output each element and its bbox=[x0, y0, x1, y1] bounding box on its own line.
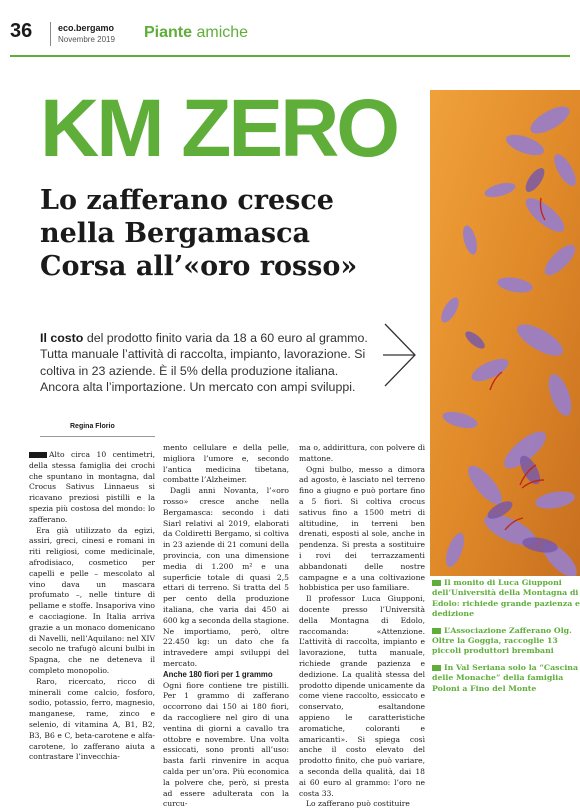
body-column-2 bbox=[163, 443, 289, 810]
article-headline bbox=[40, 184, 430, 283]
caption-text: Il monito di Luca Giupponi dell’Università della Montagna di Edolo: richiede grande pazienza e dedizione bbox=[432, 578, 580, 619]
byline: Regina Florio bbox=[70, 423, 115, 430]
section-title-bold: Piante bbox=[144, 24, 193, 41]
saffron-photo bbox=[430, 90, 580, 576]
header-rule bbox=[10, 55, 570, 57]
caption-item bbox=[432, 578, 580, 620]
paragraph: Ogni fiore contiene tre pistilli. Per 1 grammo di zafferano occorrono dai 150 ai 180 fiori, da raccogliere nel giro di una ventina di giorni a cavallo tra ottobre e novembre. Una volta essiccati, sono pronti all’uso: basta farli rinvenire in acqua calda per un’ora. Più economica la polvere che, però, si presta ad essere adulterata con la curcu- bbox=[163, 680, 289, 809]
paragraph: mento cellulare e della pelle, migliora l’umore e, secondo l’antica medicina tibetana, combatte l’Alzheimer. bbox=[163, 443, 289, 485]
article-kicker: KM ZERO bbox=[40, 83, 398, 174]
paragraph: Raro, ricercato, ricco di minerali come calcio, fosforo, sodio, potassio, ferro, magnesio, manganese, rame, zinco e selenio, di vitamina A, B1, B2, B3, B6 e C, beta-carotene e alfa-carotene, lo zafferano aiuta a contrastare l’invecchia- bbox=[29, 676, 155, 762]
caption-text: L’Associazione Zafferano Olg. Oltre la Goggia, raccoglie 13 piccoli produttori brembani bbox=[432, 625, 572, 656]
caption-item bbox=[432, 663, 580, 694]
caption-item bbox=[432, 626, 580, 657]
paragraph: Ogni bulbo, messo a dimora ad agosto, è lasciato nel terreno fino a giugno e può portare fino a 5 fiori. Si coltiva crocus sativus fino a 1500 metri di altitudine, in terreni ben drenati, esposti al sole, anche in pendenza. Si presta a sostituire i rovi dei terrazzamenti abbandonati delle nostre campagne e a una coltivazione hobbistica per uso familiare. bbox=[299, 464, 425, 593]
summary-lead: Il costo bbox=[40, 331, 84, 345]
publication-date: Novembre 2019 bbox=[58, 35, 115, 44]
headline-line: Corsa all’«oro rosso» bbox=[40, 251, 358, 282]
caption-marker bbox=[432, 628, 441, 634]
paragraph bbox=[29, 450, 155, 526]
section-title-light: amiche bbox=[196, 24, 249, 41]
body-column-3 bbox=[299, 443, 425, 810]
headline-line: nella Bergamasca bbox=[40, 218, 311, 249]
paragraph: Era già utilizzato da egizi, assiri, greci, cinesi e romani in riti religiosi, come medicinale, afrodisiaco, cosmetico per capelli e pelle – mescolato al vino dava un mascara profumato –, nelle tinture di pellame e stoffe. Insaporiva vino e cacciagione. In Italia arriva grazie a un monaco domenicano di Navelli, nell’Aquilano: nel XIV secolo ne trafugò alcuni bulbi in Spagna, che ne deteneva il completo monopolio. bbox=[29, 525, 155, 675]
page-header bbox=[0, 0, 580, 60]
caption-text: In Val Seriana solo la “Cascina delle Monache” della famiglia Poloni a Fino del Monte bbox=[432, 662, 578, 693]
paragraph: ma o, addirittura, con polvere di mattone. bbox=[299, 443, 425, 463]
article-summary bbox=[40, 330, 380, 396]
saffron-photo-illustration bbox=[430, 90, 580, 576]
paragraph: Lo zafferano può costituire bbox=[306, 799, 410, 809]
paragraph-text: Alto circa 10 centimetri, della stessa famiglia dei crochi che spuntano in montagna, dal Crocus Sativus Linnaeus si ricavano preziosi pistilli e la spezia più costosa del mondo: lo zafferano. bbox=[29, 450, 155, 524]
section-title bbox=[144, 24, 248, 42]
header-divider bbox=[50, 22, 51, 46]
lead-marker bbox=[29, 452, 47, 458]
page-number: 36 bbox=[10, 20, 33, 42]
summary-text: del prodotto finito varia da 18 a 60 euro al grammo. Tutta manuale l’attività di raccolta, impianto, lavorazione. Si coltiva in 23 aziende. È il 5% della produzione italiana. Ancora alta l’importazione. Un mercato con ampi sviluppi. bbox=[40, 331, 368, 395]
paragraph: Il professor Luca Giupponi, docente presso l’Università della Montagna di Edolo, raccomanda: «Attenzione. L’attività di raccolta, impianto e lavorazione, tutta manuale, richiede grande pazienza e dedizione. La qualità stessa del prodotto dipende unicamente da come viene raccolto, essiccato e conservato, esaltandone appieno le caratteristiche aromatiche, coloranti e amaricanti». Si spiega così anche il costo elevato del prodotto finito, che può variare, a seconda della qualità, dai 18 ai 60 euro al grammo: l’oro ne costa 33. bbox=[299, 594, 425, 798]
photo-captions bbox=[432, 578, 580, 700]
paragraph: Dagli anni Novanta, l’«oro rosso» cresce anche nella Bergamasca: secondo i dati Siarl relativi al 2019, elaborati da Coldiretti Bergamo, si coltiva in 23 aziende di 21 comuni della provincia, con una dimensione media di 1.200 m² e una superficie totale di quasi 2,5 ettari di terreno. Si tratta del 5 per cento della produzione italiana, che varia dai 450 ai 600 kg a seconda della stagione. Ne importiamo, però, oltre 22.450 kg: un dato che fa intravedere ampi sviluppi del mercato. bbox=[163, 486, 289, 668]
subheading: Anche 180 fiori per 1 grammo bbox=[163, 669, 273, 679]
byline-rule bbox=[40, 436, 155, 437]
caption-marker bbox=[432, 580, 441, 586]
publication-name: eco.bergamo bbox=[58, 23, 115, 33]
body-column-1 bbox=[29, 450, 155, 763]
arrow-right-icon bbox=[383, 322, 419, 388]
headline-line: Lo zafferano cresce bbox=[40, 185, 334, 216]
caption-marker bbox=[432, 665, 441, 671]
